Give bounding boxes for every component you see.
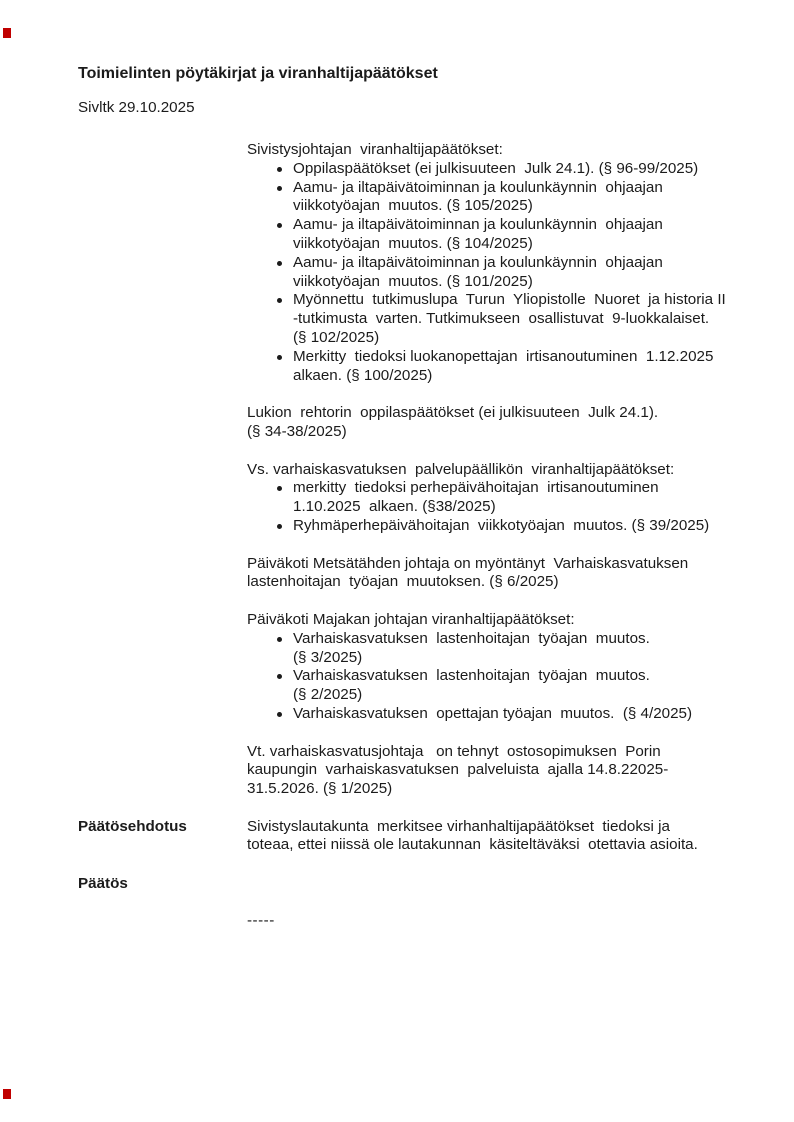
paragraph-line: Sivistyslautakunta merkitsee virhanhaltijapäätökset tiedoksi ja (247, 817, 670, 835)
bullet-line: (§ 2/2025) (293, 686, 363, 704)
block-heading: Päiväkoti Majakan johtajan viranhaltijapäätökset: (247, 610, 575, 628)
bullet-line: Varhaiskasvatuksen lastenhoitajan työajan muutos. (293, 667, 650, 685)
bullet-line: Aamu- ja iltapäivätoiminnan ja koulunkäynnin ohjaajan (293, 178, 663, 196)
list-item (247, 479, 757, 517)
paragraph-block (247, 743, 757, 799)
bullet-line: (§ 3/2025) (293, 648, 363, 666)
bullet-icon (277, 186, 282, 191)
bullet-line: viikkotyöajan muutos. (§ 104/2025) (293, 234, 533, 252)
bullet-icon (277, 637, 282, 642)
bullet-line: Oppilaspäätökset (ei julkisuuteen Julk 24.1). (§ 96-99/2025) (293, 159, 699, 177)
edge-mark-top (3, 28, 11, 38)
decision-proposal-paragraph (247, 818, 757, 856)
document-title: Toimielinten pöytäkirjat ja viranhaltijapäätökset (78, 65, 438, 82)
list-item (247, 630, 757, 668)
bullet-line: Aamu- ja iltapäivätoiminnan ja koulunkäynnin ohjaajan (293, 253, 663, 271)
bullet-line: viikkotyöajan muutos. (§ 101/2025) (293, 272, 533, 290)
list-item (247, 216, 757, 254)
list-item (247, 667, 757, 705)
bullet-line: Aamu- ja iltapäivätoiminnan ja koulunkäynnin ohjaajan (293, 216, 663, 234)
block-heading: Sivistysjohtajan viranhaltijapäätökset: (247, 141, 503, 158)
block-heading: Vs. varhaiskasvatuksen palvelupäällikön viranhaltijapäätökset: (247, 460, 675, 478)
list-item (247, 705, 757, 724)
list-block (247, 141, 757, 385)
list-block (247, 611, 757, 724)
list-item (247, 179, 757, 217)
paragraph-line: Lukion rehtorin oppilaspäätökset (ei julkisuuteen Julk 24.1). (247, 404, 659, 422)
paragraph-line: kaupungin varhaiskasvatuksen palveluista ajalla 14.8.22025- (247, 761, 669, 779)
bullet-line: Merkitty tiedoksi luokanopettajan irtisanoutuminen 1.12.2025 (293, 347, 714, 365)
bullet-line: viikkotyöajan muutos. (§ 105/2025) (293, 197, 533, 215)
paragraph-line: 31.5.2026. (§ 1/2025) (247, 780, 393, 798)
bullet-icon (277, 223, 282, 228)
bullet-line: Varhaiskasvatuksen lastenhoitajan työajan muutos. (293, 629, 650, 647)
bullet-icon (277, 486, 282, 491)
bullet-icon (277, 674, 282, 679)
content-blocks (247, 141, 757, 799)
decision-label: Päätös (78, 875, 128, 892)
list-item (247, 348, 757, 386)
bullet-line: -tutkimusta varten. Tutkimukseen osallistuvat 9-luokkalaiset. (293, 310, 710, 328)
paragraph-block (247, 555, 757, 593)
bullet-line: 1.10.2025 alkaen. (§38/2025) (293, 498, 496, 516)
paragraph-line: lastenhoitajan työajan muutoksen. (§ 6/2025) (247, 573, 559, 591)
decision-proposal-label: Päätösehdotus (78, 818, 187, 835)
bullet-line: Ryhmäperhepäivähoitajan viikkotyöajan muutos. (§ 39/2025) (293, 516, 710, 534)
bullet-line: Varhaiskasvatuksen opettajan työajan muutos. (§ 4/2025) (293, 704, 693, 722)
content-column (247, 141, 757, 930)
paragraph-line: (§ 34-38/2025) (247, 422, 347, 440)
bullet-line: merkitty tiedoksi perhepäivähoitajan irtisanoutuminen (293, 479, 659, 497)
bullet-icon (277, 261, 282, 266)
edge-mark-bottom (3, 1089, 11, 1099)
decision-separator: ----- (247, 911, 275, 929)
bullet-icon (277, 524, 282, 529)
list-item (247, 254, 757, 292)
list-block (247, 461, 757, 536)
list-item (247, 160, 757, 179)
paragraph-line: Päiväkoti Metsätähden johtaja on myöntänyt Varhaiskasvatuksen (247, 554, 689, 572)
bullet-icon (277, 355, 282, 360)
paragraph-line: Vt. varhaiskasvatusjohtaja on tehnyt ostosopimuksen Porin (247, 742, 661, 760)
list-item (247, 291, 757, 347)
bullet-line: (§ 102/2025) (293, 328, 380, 346)
paragraph-block (247, 404, 757, 442)
bullet-line: Myönnettu tutkimuslupa Turun Yliopistolle Nuoret ja historia II (293, 291, 726, 309)
meeting-date-line: Sivltk 29.10.2025 (78, 99, 195, 116)
bullet-line: alkaen. (§ 100/2025) (293, 366, 433, 384)
bullet-icon (277, 167, 282, 172)
bullet-icon (277, 712, 282, 717)
paragraph-line: toteaa, ettei niissä ole lautakunnan käsiteltäväksi otettavia asioita. (247, 836, 698, 854)
list-item (247, 517, 757, 536)
bullet-icon (277, 298, 282, 303)
